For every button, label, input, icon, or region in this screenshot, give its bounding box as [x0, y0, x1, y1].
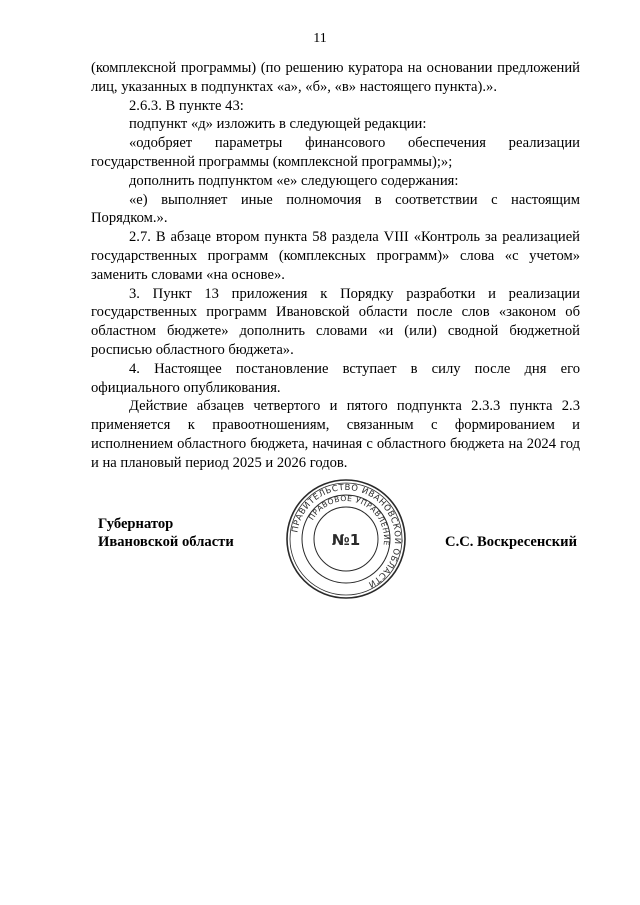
signatory-position-line-2: Ивановской области	[98, 534, 234, 551]
paragraph-7: 2.7. В абзаце втором пункта 58 раздела VIII «Контроль за реализацией государственных программ (комплексных программ)» слова «с учетом» заменить словами «на основе».	[91, 229, 580, 283]
official-seal	[285, 478, 407, 600]
paragraph-4: «одобряет параметры финансового обеспечения реализации государственной программы (комплексной программы);»;	[91, 135, 580, 170]
seal-outer-ring	[287, 480, 405, 598]
paragraph-9: 4. Настоящее постановление вступает в силу после дня его официального опубликования.	[91, 360, 580, 396]
paragraph-1: (комплексной программы) (по решению куратора на основании предложений лиц, указанных в подпунктах «а», «б», «в» настоящего пункта).».	[91, 60, 580, 95]
seal-inner-text: ПРАВОВОЕ УПРАВЛЕНИЕ	[306, 493, 392, 547]
paragraph-10: Действие абзацев четвертого и пятого подпункта 2.3.3 пункта 2.3 применяется к правоотношениям, связанным с формированием и исполнением областного бюджета, начиная с областного бюджета на 2024 год и на плановый период 2025 и 2026 годов.	[91, 398, 580, 471]
seal-icon	[285, 478, 407, 600]
paragraph-8: 3. Пункт 13 приложения к Порядку разработки и реализации государственных программ Ивановской области после слов «законом об областном бюджете» дополнить словами «и (или) сводной бюджетной росписью областного бюджета».	[91, 285, 580, 358]
seal-outer-text: ПРАВИТЕЛЬСТВО ИВАНОВСКОЙ ОБЛАСТИ	[289, 481, 404, 591]
signatory-name: С.С. Воскресенский	[445, 534, 577, 550]
seal-inner-ring	[314, 507, 378, 571]
seal-center-number: №1	[331, 531, 361, 549]
signatory-position	[98, 515, 234, 552]
paragraph-5: дополнить подпунктом «е» следующего содержания:	[129, 172, 459, 189]
signatory-position-line-1: Губернатор	[98, 516, 174, 532]
paragraph-2: 2.6.3. В пункте 43:	[129, 97, 244, 114]
page-number: 11	[313, 31, 327, 46]
seal-middle-ring	[302, 495, 390, 583]
document-body	[91, 59, 580, 473]
paragraph-6: «е) выполняет иные полномочия в соответствии с настоящим Порядком.».	[91, 191, 580, 227]
paragraph-3: подпункт «д» изложить в следующей редакции:	[129, 116, 427, 133]
seal-outer-ring-thin	[290, 483, 402, 595]
